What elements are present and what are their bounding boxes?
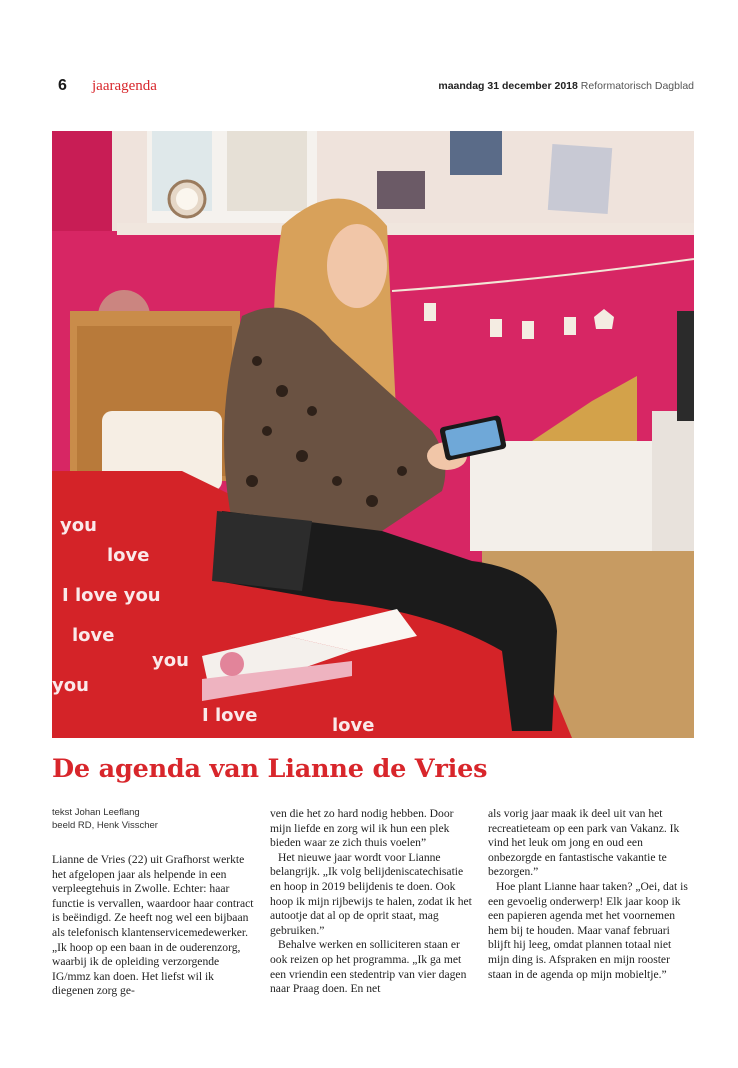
svg-text:I love: I love <box>202 705 258 726</box>
svg-text:I love you: I love you <box>62 585 161 606</box>
svg-text:love: love <box>107 545 150 566</box>
credit-text: tekst Johan Leeflang <box>52 807 140 818</box>
article-column-3 <box>488 807 692 982</box>
body-paragraph: ven die het zo hard nodig hebben. Door mijn liefde en zorg wil ik hun een plek bieden waar ze zich thuis voelen” <box>270 807 454 850</box>
svg-text:you: you <box>60 515 97 536</box>
svg-text:you: you <box>52 675 89 696</box>
issue-date: maandag 31 december 2018 <box>438 80 578 92</box>
section-label: jaaragenda <box>92 78 157 94</box>
article-column-2 <box>270 807 474 997</box>
credit-photo: beeld RD, Henk Visscher <box>52 819 158 831</box>
body-paragraph: Lianne de Vries (22) uit Grafhorst werkte het afgelopen jaar als helpende in een verpleegtehuis in Zwolle. Echter: haar functie is vervallen, waardoor haar contract is beëindigd. Ze heeft nog wel een bijbaan als telefonisch klantenservicemedewerker. „Ik hoop op een baan in de ouderenzorg, waarbij ik de opleiding verzorgende IG/mmz kan doen. Het liefst wil ik diegenen zorg ge- <box>52 853 254 998</box>
credit-spacer <box>52 832 256 853</box>
bedroom-photo-illustration <box>52 131 694 738</box>
article-headline: De agenda van Lianne de Vries <box>52 754 488 784</box>
article-column-1 <box>52 807 256 999</box>
body-paragraph: als vorig jaar maak ik deel uit van het recreatieteam op een park van Vakanz. Ik vind het leuk om jong en oud een onbezorgde en fantastische vakantie te bezorgen.” <box>488 807 680 879</box>
svg-text:love: love <box>332 715 375 736</box>
article-photo <box>52 131 694 738</box>
svg-text:love: love <box>72 625 115 646</box>
body-paragraph: Het nieuwe jaar wordt voor Lianne belangrijk. „Ik volg belijdeniscatechisatie en hoop in 2019 belijdenis te doen. Ook hoop ik mijn rijbewijs te halen, zodat ik het autootje dat al op de oprit staat, mag gebruiken.” <box>270 850 472 937</box>
body-paragraph: Hoe plant Lianne haar taken? „Oei, dat is een gevoelig onderwerp! Elk jaar koop ik een papieren agenda met het voornemen hem bij te houden. Maar vanaf februari blijft hij leeg, omdat plannen totaal niet mijn ding is. Afspraken en mijn rooster staan in de agenda op mijn mobieltje.” <box>488 879 688 981</box>
svg-text:you: you <box>152 650 189 671</box>
page-header <box>52 77 694 99</box>
page-number: 6 <box>58 77 67 94</box>
dateline <box>438 80 694 92</box>
body-paragraph: Behalve werken en solliciteren staan er ook reizen op het programma. „Ik ga met een vriendin een stedentrip van vier dagen naar Praag doen. En net <box>270 938 467 996</box>
newspaper-name: Reformatorisch Dagblad <box>580 80 694 92</box>
